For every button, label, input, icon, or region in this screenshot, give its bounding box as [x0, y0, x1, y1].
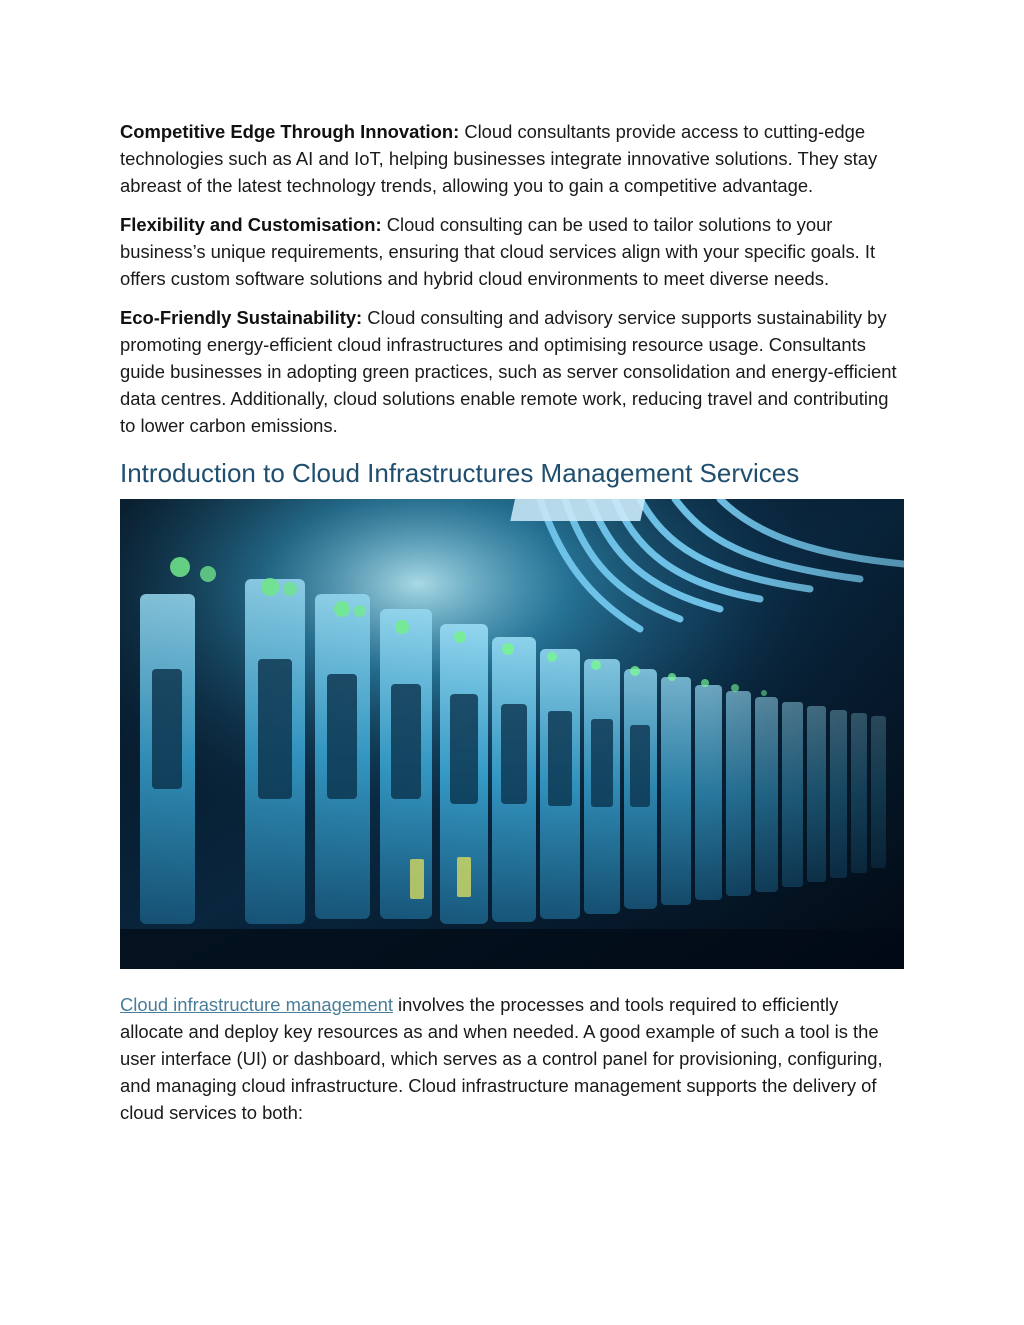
paragraph-text: Cloud consultants provide access to cutting-edge technologies such as AI and IoT, helping businesses integrate innovative solutions. They stay abreast of the latest technology trends, allowing you to gain a competitive advantage. [120, 121, 878, 196]
paragraph-label: Eco-Friendly Sustainability: [120, 307, 363, 328]
paragraph-text: Cloud consulting can be used to tailor solutions to your business’s unique requirements, ensuring that cloud services align with your specific goals. It offers custom software solutions and hybrid cloud environments to meet diverse needs. [120, 214, 876, 289]
cloud-infrastructure-management-link[interactable]: Cloud infrastructure management [120, 994, 393, 1015]
server-rack-photo [120, 499, 904, 969]
paragraph-label: Flexibility and Customisation: [120, 214, 382, 235]
paragraph-text: Cloud consulting and advisory service supports sustainability by promoting energy-efficient cloud infrastructures and optimising resource usage. Consultants guide businesses in adopting green practices, such as server consolidation and energy-efficient data centres. Additionally, cloud solutions enable remote work, reducing travel and contributing to lower carbon emissions. [120, 307, 897, 436]
paragraph-flexibility [120, 211, 906, 292]
document-page [120, 118, 906, 1138]
paragraph-closing [120, 991, 906, 1126]
section-heading: Introduction to Cloud Infrastructures Management Services [120, 458, 800, 488]
paragraph-label: Competitive Edge Through Innovation: [120, 121, 460, 142]
paragraph-competitive-edge [120, 118, 906, 199]
paragraph-sustainability [120, 304, 906, 439]
paragraph-text: involves the processes and tools required to efficiently allocate and deploy key resources as and when needed. A good example of such a tool is the user interface (UI) or dashboard, which serves as a control panel for provisioning, configuring, and managing cloud infrastructure. Cloud infrastructure management supports the delivery of cloud services to both: [120, 994, 883, 1123]
